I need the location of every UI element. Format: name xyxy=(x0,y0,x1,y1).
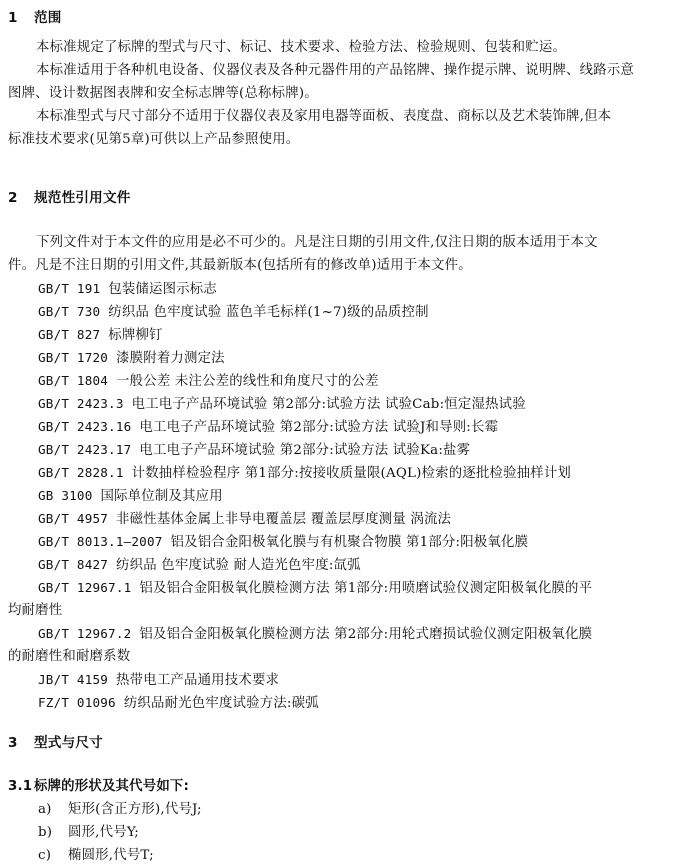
reference-code: GB/T 827 xyxy=(38,327,101,342)
reference-item xyxy=(38,279,217,300)
reference-item xyxy=(38,325,163,346)
reference-title: 包装储运图示标志 xyxy=(108,282,217,297)
reference-code: JB/T 4159 xyxy=(38,672,109,687)
reference-title: 纺织品耐光色牢度试验方法:碳弧 xyxy=(123,696,319,711)
reference-code: FZ/T 01096 xyxy=(38,695,116,710)
reference-title: 漆膜附着力测定法 xyxy=(116,351,225,366)
reference-continuation: 均耐磨性 xyxy=(8,603,63,618)
list-marker: a) xyxy=(38,802,52,817)
reference-code: GB/T 2828.1 xyxy=(38,465,124,480)
reference-item xyxy=(38,371,379,392)
section-number: 3 xyxy=(8,735,18,751)
list-item xyxy=(38,800,202,820)
reference-title: 铝及铝合金阳极氧化膜与有机聚合物膜 第1部分:阳极氧化膜 xyxy=(170,535,529,550)
reference-code: GB/T 12967.2 xyxy=(38,626,132,641)
reference-title: 铝及铝合金阳极氧化膜检测方法 第2部分:用轮式磨损试验仪测定阳极氧化膜 xyxy=(139,627,593,642)
reference-title: 非磁性基体金属上非导电覆盖层 覆盖层厚度测量 涡流法 xyxy=(116,512,452,527)
list-item xyxy=(38,823,139,843)
reference-title: 电工电子产品环境试验 第2部分:试验方法 试验Ka:盐雾 xyxy=(139,443,471,458)
list-text: 矩形(含正方形),代号J; xyxy=(68,802,202,817)
reference-code: GB/T 12967.1 xyxy=(38,580,132,595)
paragraph: 本标准型式与尺寸部分不适用于仪器仪表及家用电器等面板、表度盘、商标以及艺术装饰牌,但本 xyxy=(36,109,612,124)
reference-code: GB/T 1804 xyxy=(38,373,109,388)
reference-title: 电工电子产品环境试验 第2部分:试验方法 试验Cab:恒定湿热试验 xyxy=(131,397,526,412)
reference-code: GB/T 8013.1—2007 xyxy=(38,534,163,549)
paragraph: 本标准适用于各种机电设备、仪器仪表及各种元器件用的产品铭牌、操作提示牌、说明牌、线路示意 xyxy=(36,63,634,78)
reference-code: GB/T 2423.16 xyxy=(38,419,132,434)
reference-item xyxy=(38,394,526,415)
reference-title: 热带电工产品通用技术要求 xyxy=(116,673,280,688)
reference-code: GB/T 4957 xyxy=(38,511,109,526)
reference-item xyxy=(38,417,498,438)
reference-item xyxy=(38,693,319,714)
paragraph-continuation: 图牌、设计数据图表牌和安全标志牌等(总称标牌)。 xyxy=(8,86,318,101)
list-marker: c) xyxy=(38,848,52,863)
reference-title: 电工电子产品环境试验 第2部分:试验方法 试验J和导则:长霉 xyxy=(139,420,499,435)
section-2-heading xyxy=(8,188,131,208)
reference-title: 铝及铝合金阳极氧化膜检测方法 第1部分:用喷磨试验仪测定阳极氧化膜的平 xyxy=(139,581,593,596)
reference-item xyxy=(38,670,279,691)
reference-title: 标牌柳钉 xyxy=(108,328,163,343)
reference-code: GB/T 8427 xyxy=(38,557,109,572)
reference-title: 一般公差 未注公差的线性和角度尺寸的公差 xyxy=(116,374,379,389)
reference-code: GB 3100 xyxy=(38,488,93,503)
section-title: 型式与尺寸 xyxy=(34,735,103,751)
reference-code: GB/T 191 xyxy=(38,281,101,296)
reference-item xyxy=(38,463,571,484)
reference-code: GB/T 730 xyxy=(38,304,101,319)
reference-item xyxy=(38,348,225,369)
reference-code: GB/T 2423.3 xyxy=(38,396,124,411)
paragraph-continuation: 标准技术要求(见第5章)可供以上产品参照使用。 xyxy=(8,132,300,147)
section-number: 1 xyxy=(8,10,18,26)
reference-title: 纺织品 色牢度试验 耐人造光色牢度:氙弧 xyxy=(116,558,361,573)
section-3-heading xyxy=(8,733,103,753)
paragraph: 本标准规定了标牌的型式与尺寸、标记、技术要求、检验方法、检验规则、包装和贮运。 xyxy=(36,40,567,55)
reference-item xyxy=(38,532,528,553)
list-text: 椭圆形,代号T; xyxy=(68,848,154,863)
reference-item xyxy=(38,555,361,576)
section-1-heading xyxy=(8,8,62,28)
subsection-3-1 xyxy=(8,777,189,797)
reference-continuation: 的耐磨性和耐磨系数 xyxy=(8,649,131,664)
reference-item xyxy=(38,624,592,645)
subsection-title: 标牌的形状及其代号如下: xyxy=(34,779,190,794)
reference-item xyxy=(38,302,429,323)
section-title: 规范性引用文件 xyxy=(34,190,131,206)
reference-code: GB/T 1720 xyxy=(38,350,109,365)
reference-item xyxy=(38,509,451,530)
reference-item xyxy=(38,578,592,599)
section-title: 范围 xyxy=(34,10,62,26)
subsection-number: 3.1 xyxy=(8,779,33,794)
reference-title: 国际单位制及其应用 xyxy=(100,489,223,504)
reference-code: GB/T 2423.17 xyxy=(38,442,132,457)
section-number: 2 xyxy=(8,190,18,206)
list-text: 圆形,代号Y; xyxy=(68,825,139,840)
reference-title: 纺织品 色牢度试验 蓝色羊毛标样(1~7)级的品质控制 xyxy=(108,305,429,320)
reference-item xyxy=(38,440,470,461)
intro-paragraph: 下列文件对于本文件的应用是必不可少的。凡是注日期的引用文件,仅注日期的版本适用于本文 xyxy=(36,235,598,250)
list-marker: b) xyxy=(38,825,53,840)
reference-item xyxy=(38,486,223,507)
list-item xyxy=(38,846,154,866)
intro-paragraph-continuation: 件。凡是不注日期的引用文件,其最新版本(包括所有的修改单)适用于本文件。 xyxy=(8,258,472,273)
reference-title: 计数抽样检验程序 第1部分:按接收质量限(AQL)检索的逐批检验抽样计划 xyxy=(131,466,572,481)
